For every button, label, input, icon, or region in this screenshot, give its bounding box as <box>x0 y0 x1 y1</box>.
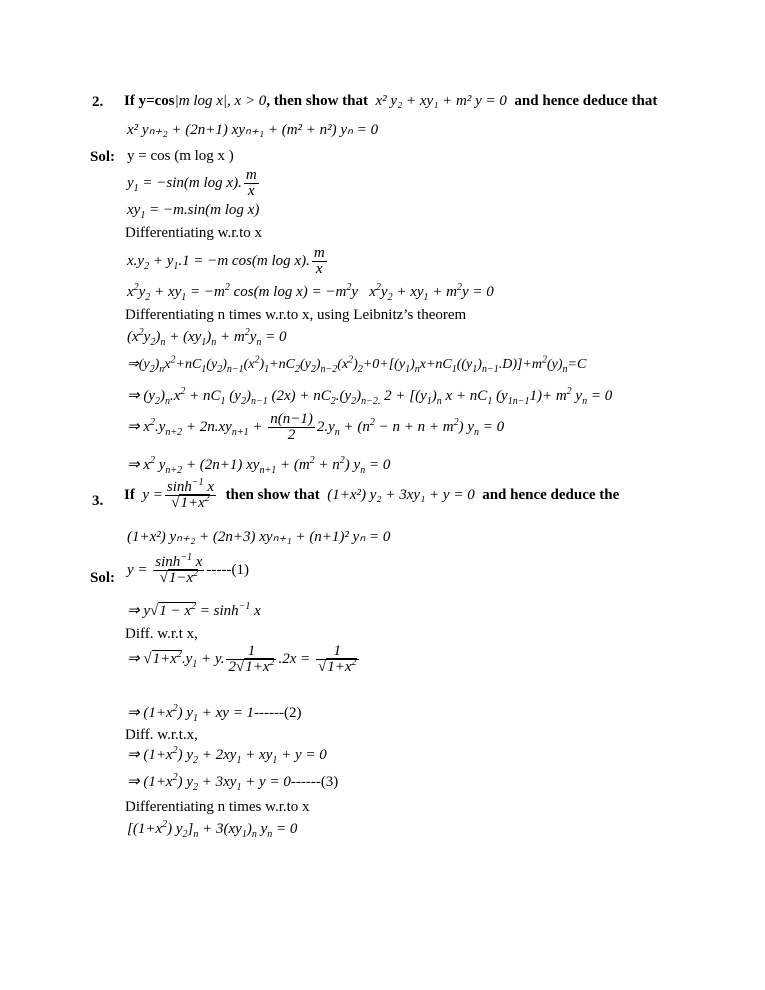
problem-2-equation: x² y₂ + xy₁ + m² y = 0 <box>375 93 507 109</box>
solution-2-diff-label: Differentiating w.r.to x <box>125 225 263 241</box>
solution-3-diff-n-label: Differentiating n times w.r.to x <box>125 799 310 815</box>
problem-2-prefix: If y=cos <box>124 93 175 109</box>
solution-2-leibnitz-1: $(x^2y_2)_n + (xy_1)_n + m^2y_n = 0$ <box>127 327 287 348</box>
problem-2-mid: , then show that <box>266 93 368 109</box>
problem-2-number: 2. <box>92 94 104 110</box>
solution-3-eq2: ⇒ $(1+x^2) y_1$ + xy = 1------(2) <box>127 703 302 724</box>
solution-2-leibnitz-3: ⇒ $(y_2)_n.x^2 + nC_1$ $(y_2)_{n-1}$ $(2x) + nC_2.(y_2)_{n-2.}$ $2 + [(y_1)_n$ $x + nC_1$ $(y_{1n-1}1)+ m^2$ $y_n = 0$ <box>127 386 613 407</box>
solution-2-y1: $y_1 = -\sin(m$ log x). $\frac{m}{x}$ <box>127 167 257 199</box>
solution-3-eq1-tag: -----(1) <box>206 561 249 578</box>
solution-2-diff-n-label: Differentiating n times w.r.to x, using Leibnitz’s theorem <box>125 307 467 323</box>
solution-2-line-1: y = cos (m log x ) <box>127 148 234 164</box>
solution-2-result-eq: $x^2y_2 + xy_1 = -m^2$ cos(m $\log x) = -m^2y$ $x^2y_2 + xy_1 + m^2y = 0$ <box>127 282 494 303</box>
solution-3-eq2-tag: ------(2) <box>254 705 302 721</box>
problem-3-mid: then show that <box>225 486 320 503</box>
solution-2-leibnitz-4: ⇒ $x^2.y_{n+2} + 2n.xy_{n+1}$ + $\frac{n(n-1)}{2}$ $2.y_n + (n^2 - n + n + m^2) y_n = 0$ <box>127 411 505 443</box>
problem-3-prefix: If <box>124 486 135 503</box>
problem-2-statement <box>124 94 657 109</box>
problem-3-suffix: and hence deduce the <box>482 486 620 503</box>
solution-2-xy1: $xy_1 = -m.\sin(m$ log x) <box>127 202 260 221</box>
solution-3-eq3: ⇒ $(1+x^2) y_2 + 3xy_1 + y = 0------(3)$ <box>127 772 339 793</box>
solution-2-label: Sol: <box>90 149 116 165</box>
solution-3-eq3-tag: ------(3) <box>290 774 339 790</box>
solution-3-diff-eq: ⇒ $√1+x^2.y_1 + y$. $\frac{1}{2√1+x^2}$ .2x = $\frac{1}{√1+x^2}$ <box>127 643 357 675</box>
solution-3-diff2-label: Diff. w.r.t.x, <box>125 727 198 743</box>
solution-2-final: ⇒ $x^2$ $y_{n+2} + (2n+1) xy_{n+1} + (m^2 + n^2) y_n = 0$ <box>127 455 391 476</box>
solution-3-label: Sol: <box>90 570 116 586</box>
solution-2-leibnitz-2: $\Rightarrow(y_2)_nx^2+nC_1(y_2)_{n-1}(x^2)_1+nC_2(y_2)_{n-2}(x^2)_2+0+[(y_1)_nx+nC_1((y_1)_{n-1}.D)]+m^2(y)_n=C$ <box>127 354 587 375</box>
solution-2-diff-eq: $x.y_2 + y_1.1 = -m$ cos(m log x). $\frac{m}{x}$ <box>127 245 325 277</box>
solution-3-diff-label: Diff. w.r.t x, <box>125 626 198 642</box>
problem-3-equation: (1+x²) y₂ + 3xy₁ + y = 0 <box>327 486 475 503</box>
problem-2-deduce-equation: x² yₙ₊₂ + (2n+1) xyₙ₊₁ + (m² + n²) yₙ = 0 <box>127 122 379 138</box>
problem-2-func: |m log x|, x > 0 <box>174 93 267 109</box>
solution-3-diff-n-eq: $[(1+x^2) y_2]_n + 3(xy_1)_n$ $y_n = 0$ <box>127 819 298 840</box>
solution-3-eq1: y = $\frac{\sinh^{-1} x}{√1-x^2}$ -----(1) <box>127 552 249 586</box>
problem-3-deduce-equation: (1+x²) yₙ₊₂ + (2n+3) xyₙ₊₁ + (n+1)² yₙ = 0 <box>127 529 391 545</box>
problem-3-statement: If y = $\frac{\sinh^{-1} x}{√1+x^2}$ then show that (1+x²) y₂ + 3xy₁ + y = 0 and hence deduce the <box>124 477 620 511</box>
solution-3-diff2-eq: ⇒ $(1+x^2) y_2 + 2xy_1 + xy_1 + y = 0$ <box>127 745 327 766</box>
solution-3-sqrt-line: ⇒ $y√1 - x^2 = \sinh^{-1} x$ <box>127 601 261 619</box>
problem-3-number: 3. <box>92 493 104 509</box>
problem-2-suffix: and hence deduce that <box>514 93 658 109</box>
